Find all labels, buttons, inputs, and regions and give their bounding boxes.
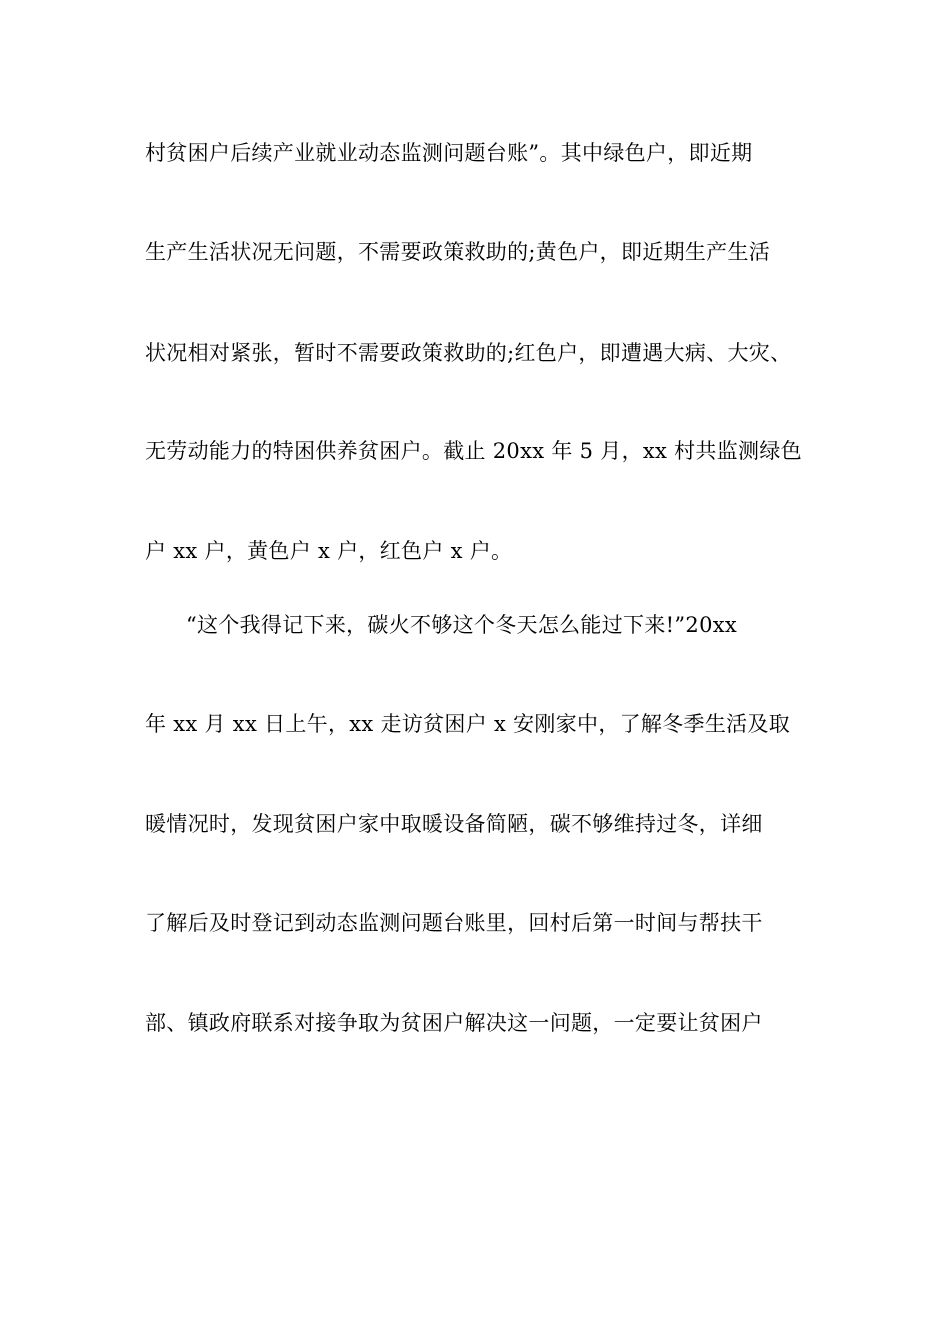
text-line: 生产生活状况无问题，不需要政策救助的;黄色户，即近期生产生活 [145, 240, 771, 264]
text-line: 暖情况时，发现贫困户家中取暖设备简陋，碳不够维持过冬，详细 [145, 812, 763, 836]
text-line: 无劳动能力的特困供养贫困户。截止 20xx 年 5 月，xx 村共监测绿色 [145, 439, 802, 463]
text-line: “这个我得记下来，碳火不够这个冬天怎么能过下来!”20xx [186, 613, 738, 637]
text-line: 户 xx 户，黄色户 x 户，红色户 x 户。 [145, 539, 513, 563]
text-line: 部、镇政府联系对接争取为贫困户解决这一问题，一定要让贫困户 [145, 1011, 763, 1035]
text-line: 年 xx 月 xx 日上午，xx 走访贫困户 x 安刚家中，了解冬季生活及取 [145, 712, 791, 736]
text-line: 状况相对紧张，暂时不需要政策救助的;红色户，即遭遇大病、大灾、 [145, 341, 792, 365]
text-line: 了解后及时登记到动态监测问题台账里，回村后第一时间与帮扶干 [145, 911, 763, 935]
text-line: 村贫困户后续产业就业动态监测问题台账”。其中绿色户，即近期 [145, 141, 753, 165]
